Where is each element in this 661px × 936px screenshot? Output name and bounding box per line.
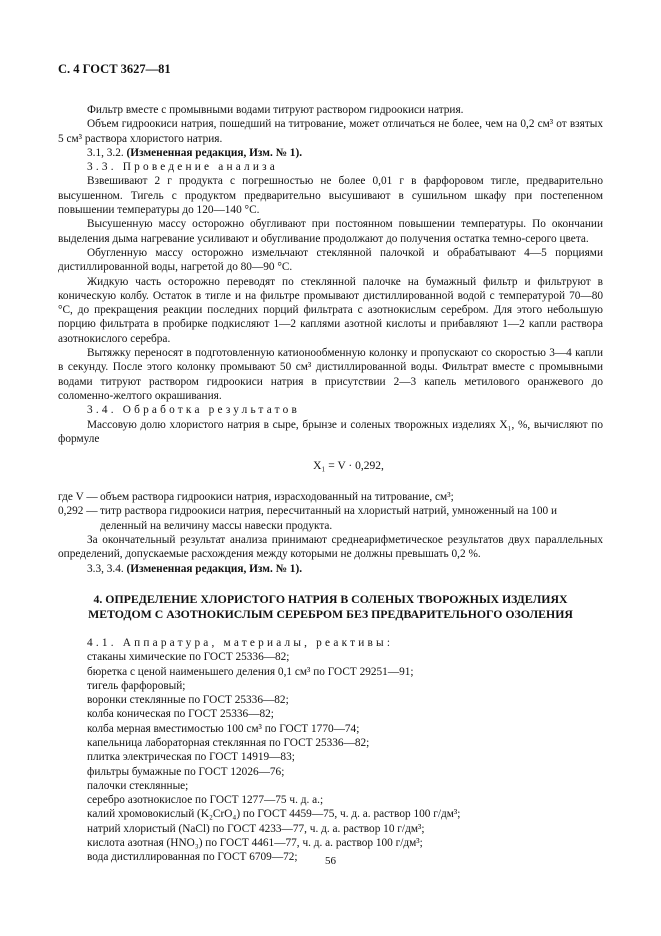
list-item: серебро азотнокислое по ГОСТ 1277—75 ч. д. а.; <box>87 794 324 807</box>
paragraph: Взвешивают 2 г продукта с погрешностью не более 0,01 г в фарфоровом тигле, предварительно высушенном. Тигель с продуктом предварительно высушивают в сушильном шкафу при постепенном повышении температуры до 120—140 °С. <box>58 175 603 217</box>
paragraph: Массовую долю хлористого натрия в сыре, брынзе и соленых творожных изделиях X₁, %, вычисляют по формуле <box>58 418 603 445</box>
where-text: титр раствора гидроокиси натрия, пересчитанный на хлористый натрий, умноженный на 100 и деленный на величину массы навески продукта. <box>100 505 557 532</box>
where-key: где V — <box>58 491 98 504</box>
formula: X₁ = V · 0,292, <box>313 460 384 473</box>
where-text: объем раствора гидроокиси натрия, израсходованный на титрование, см³; <box>100 491 454 504</box>
list-item: натрий хлористый (NaCl) по ГОСТ 4233—77, ч. д. а. раствор 10 г/дм³; <box>87 822 425 835</box>
list-item: вода дистиллированная по ГОСТ 6709—72; <box>87 851 298 864</box>
change-note-bold: (Измененная редакция, Изм. № 1). <box>126 562 303 575</box>
paragraph: За окончательный результат анализа принимают среднеарифметическое результатов двух параллельных определений, допускаемые расхождения между которыми не должны превышать 0,2 %. <box>58 534 603 561</box>
paragraph: Объем гидроокиси натрия, пошедший на титрование, может отличаться не более, чем на 0,2 см³ от взятых 5 см³ раствора хлористого натрия. <box>58 118 603 145</box>
paragraph: Высушенную массу осторожно обугливают при постоянном повышении температуры. По окончании выделения дыма нагревание усиливают и обугливание продолжают до получения остатка темно-серого цвета. <box>58 218 603 245</box>
page-header: С. 4 ГОСТ 3627—81 <box>58 62 171 76</box>
paragraph: Жидкую часть осторожно переводят по стеклянной палочке на бумажный фильтр и фильтруют в коническую колбу. Остаток в тигле и на фильтре промывают дистиллированной водой с температурой 70—80 °С, до прекращения реакции последних порций фильтрата с азотнокислым серебром. Для этого небольшую порцию фильтрата в пробирке подкисляют 1—2 каплями азотной кислоты и прибавляют 1—2 капли раствора азотнокислого серебра. <box>58 275 603 345</box>
section-4-title: 4. ОПРЕДЕЛЕНИЕ ХЛОРИСТОГО НАТРИЯ В СОЛЕНЫХ ТВОРОЖНЫХ ИЗДЕЛИЯХ МЕТОДОМ С АЗОТНОКИСЛЫМ СЕРЕБРОМ БЕЗ ПРЕДВАРИТЕЛЬНОГО ОЗОЛЕНИЯ <box>88 591 573 621</box>
section-heading-4-1: 4.1. Аппаратура, материалы, реактивы: <box>87 636 394 649</box>
paragraph: Вытяжку переносят в подготовленную катионообменную колонку и пропускают со скоростью 3—4 капли в секунду. После этого колонку промывают 50 см³ дистиллированной воды. Фильтрат вместе с промывными водами титруют раствором гидроокиси натрия в присутствии 2—3 капель метилового оранжевого до соломенно-желтого окрашивания. <box>58 347 603 402</box>
change-note <box>58 562 603 576</box>
document-page <box>58 62 603 865</box>
list-item: фильтры бумажные по ГОСТ 12026—76; <box>87 765 285 778</box>
list-item: капельница лабораторная стеклянная по ГОСТ 25336—82; <box>87 736 370 749</box>
list-item: плитка электрическая по ГОСТ 14919—83; <box>87 751 295 764</box>
section-heading-3-4: 3.4. Обработка результатов <box>87 404 300 417</box>
change-note <box>58 146 603 160</box>
where-key: 0,292 — <box>58 505 98 518</box>
change-note-prefix: 3.1, 3.2. <box>87 146 127 159</box>
list-item: воронки стеклянные по ГОСТ 25336—82; <box>87 694 289 707</box>
list-item: колба коническая по ГОСТ 25336—82; <box>87 708 274 721</box>
list-item: колба мерная вместимостью 100 см³ по ГОСТ 1770—74; <box>87 722 360 735</box>
paragraph: Фильтр вместе с промывными водами титруют раствором гидроокиси натрия. <box>87 104 464 116</box>
paragraph: Обугленную массу осторожно измельчают стеклянной палочкой и обрабатывают 4—5 порциями дистиллированной воды, нагретой до 80—90 °С. <box>58 246 603 274</box>
list-item: калий хромовокислый (K₂CrO₄) по ГОСТ 4459—75, ч. д. а. раствор 100 г/дм³; <box>87 808 461 821</box>
change-note-prefix: 3.3, 3.4. <box>87 562 127 575</box>
list-item: палочки стеклянные; <box>87 779 189 792</box>
section-heading-3-3: 3.3. Проведение анализа <box>87 161 278 174</box>
list-item: тигель фарфоровый; <box>87 679 186 692</box>
list-item: бюретка с ценой наименьшего деления 0,1 см³ по ГОСТ 29251—91; <box>87 665 414 678</box>
where-legend <box>58 490 603 533</box>
page-number: 56 <box>325 855 336 867</box>
list-item: кислота азотная (HNO₃) по ГОСТ 4461—77, ч. д. а. раствор 100 г/дм³; <box>87 837 423 850</box>
change-note-bold: (Измененная редакция, Изм. № 1). <box>126 146 303 159</box>
materials-list <box>58 650 603 864</box>
list-item: стаканы химические по ГОСТ 25336—82; <box>87 651 290 664</box>
